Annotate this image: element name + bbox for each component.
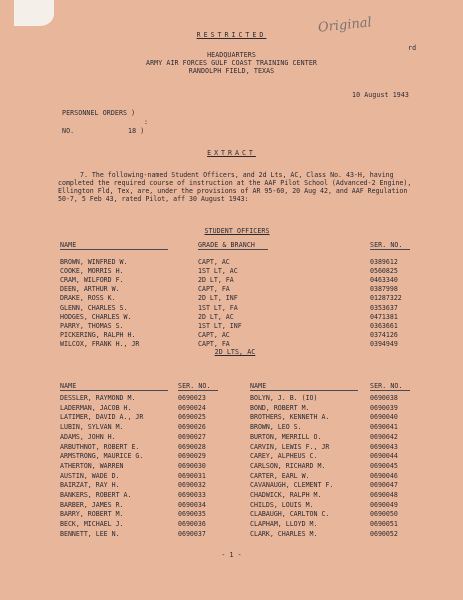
lieutenant-serial: 0690029: [178, 452, 206, 461]
lieutenant-name: BROWN, LEO S.: [250, 423, 302, 432]
lieutenant-name: ARMSTRONG, MAURICE G.: [60, 452, 144, 461]
lieutenant-name: DESSLER, RAYMOND M.: [60, 394, 136, 402]
lieutenant-name: CARVIN, LEWIS F., JR: [250, 442, 330, 451]
torn-corner: [14, 0, 54, 26]
orders-colon: :: [144, 118, 149, 126]
page-number: - 1 -: [221, 551, 242, 559]
officer-name: GLENN, CHARLES S.: [60, 303, 128, 312]
officer-name: DEEN, ARTHUR W.: [60, 285, 120, 294]
classification-heading: RESTRICTED: [196, 31, 267, 39]
list-item: [0, 285, 463, 293]
lieutenant-serial: 0690033: [178, 491, 206, 499]
officer-grade: 2D LT, INF: [198, 294, 238, 303]
headquarters-line: HEADQUARTERS: [207, 51, 256, 59]
lt-name-rule-2: [250, 390, 358, 391]
list-item: [0, 462, 463, 470]
list-item: [0, 491, 463, 499]
orders-number-value: 18 ): [128, 127, 145, 135]
lieutenant-serial: 0690025: [178, 413, 206, 422]
lieutenant-serial: 0690039: [370, 403, 398, 412]
lieutenant-serial: 0690037: [178, 529, 206, 538]
lt-ser-rule-2: [370, 390, 410, 391]
list-item: [0, 501, 463, 509]
officer-grade: 2D LT, AC: [198, 312, 234, 321]
lieutenant-name: BOLYN, J. B. (IO): [250, 394, 318, 402]
list-item: [0, 322, 463, 330]
lieutenant-name: ADAMS, JOHN H.: [60, 432, 116, 441]
lieutenant-serial: 0690043: [370, 442, 398, 451]
lt-header-ser-2: SER. NO.: [370, 382, 403, 390]
lieutenant-serial: 0690046: [370, 471, 398, 480]
command-line: ARMY AIR FORCES GULF COAST TRAINING CENTER: [146, 59, 317, 67]
officer-grade: CAPT, FA: [198, 285, 230, 294]
officer-serial: 0394949: [370, 339, 398, 348]
list-item: [0, 404, 463, 412]
lieutenant-serial: 0690044: [370, 452, 398, 461]
officer-name: CRAM, WILFORD F.: [60, 276, 124, 285]
officer-name: DRAKE, ROSS K.: [60, 294, 116, 303]
lieutenant-serial: 0690023: [178, 394, 206, 402]
lieutenant-serial: 0690028: [178, 442, 206, 451]
lieutenant-serial: 0690045: [370, 461, 398, 470]
list-item: [0, 394, 463, 402]
lieutenant-name: CARLSON, RICHARD M.: [250, 461, 326, 470]
extract-title: EXTRACT: [207, 149, 256, 157]
list-item: [0, 304, 463, 312]
officer-name: BROWN, WINFRED W.: [60, 258, 128, 266]
location-line: RANDOLPH FIELD, TEXAS: [188, 67, 275, 75]
list-item: [0, 481, 463, 489]
officer-name: COOKE, MORRIS H.: [60, 267, 124, 276]
lieutenant-name: CLARK, CHARLES M.: [250, 529, 318, 538]
list-item: [0, 258, 463, 266]
lieutenant-name: CAREY, ALPHEUS C.: [250, 452, 318, 461]
officer-grade: 1ST LT, INF: [198, 321, 242, 330]
lieutenant-name: ATHERTON, WARREN: [60, 461, 124, 470]
lieutenant-name: LUBIN, SYLVAN M.: [60, 423, 124, 432]
officer-grade: 1ST LT, AC: [198, 267, 238, 276]
personnel-orders-label: PERSONNEL ORDERS ): [62, 109, 136, 117]
lieutenant-serial: 0690032: [178, 481, 206, 490]
lt-ser-rule-1: [178, 390, 218, 391]
lieutenant-name: CHILDS, LOUIS M.: [250, 500, 314, 509]
lieutenant-serial: 0690050: [370, 510, 398, 519]
lieutenant-serial: 0690027: [178, 432, 206, 441]
student-officers-title: STUDENT OFFICERS: [204, 227, 270, 235]
so-header-grade: GRADE & BRANCH: [198, 241, 255, 249]
so-name-rule: [60, 249, 168, 250]
officer-grade: CAPT, FA: [198, 339, 230, 348]
lieutenant-name: CHADWICK, RALPH M.: [250, 491, 322, 499]
officer-grade: CAPT, AC: [198, 330, 230, 339]
lt-header-ser-1: SER. NO.: [178, 382, 211, 390]
lieutenant-serial: 0690030: [178, 461, 206, 470]
officer-serial: 01287322: [370, 294, 402, 303]
lieutenant-serial: 0690031: [178, 471, 206, 480]
lieutenant-name: CLAPHAM, LLOYD M.: [250, 520, 318, 529]
list-item: [0, 452, 463, 460]
lieutenant-name: BECK, MICHAEL J.: [60, 520, 124, 529]
lieutenant-serial: 0690048: [370, 491, 398, 499]
officer-serial: 0387998: [370, 285, 398, 294]
list-item: [0, 313, 463, 321]
list-item: [0, 510, 463, 518]
lieutenant-name: LATIMER, DAVID A., JR: [60, 413, 144, 422]
lt-name-rule-1: [60, 390, 168, 391]
lieutenant-name: CLABAUGH, CARLTON C.: [250, 510, 330, 519]
officer-serial: 0389612: [370, 258, 398, 266]
officer-name: HODGES, CHARLES W.: [60, 312, 132, 321]
officer-name: PARRY, THOMAS S.: [60, 321, 124, 330]
lieutenant-serial: 0690051: [370, 520, 398, 529]
lieutenant-name: BROTHERS, KENNETH A.: [250, 413, 330, 422]
officer-grade: 1ST LT, FA: [198, 303, 238, 312]
lieutenant-name: BENNETT, LEE N.: [60, 529, 120, 538]
officer-serial: 0363661: [370, 321, 398, 330]
list-item: [0, 530, 463, 538]
list-item: [0, 331, 463, 339]
lieutenant-serial: 0690040: [370, 413, 398, 422]
so-header-ser: SER. NO.: [370, 241, 403, 249]
order-paragraph: 7. The following-named Student Officers, and 2d Lts, AC, Class No. 43-H, having completed the required course of instruction at the AAF Pilot School (Advanced-2 Engine), Ellington Fld, Tex, are, under the provisions of AR 95-60, 20 Aug 42, and AAF Regulation 50-7, 5 Feb 43, rated Pilot, aff 30 August 1943:: [58, 171, 412, 203]
lieutenant-name: BARRY, ROBERT M.: [60, 510, 124, 519]
officer-grade: 2D LT, FA: [198, 276, 234, 285]
officer-grade: CAPT, AC: [198, 258, 230, 266]
officer-name: WILCOX, FRANK H., JR: [60, 339, 140, 348]
orders-number-label: NO.: [62, 127, 75, 135]
rd-mark: rd: [408, 44, 417, 52]
lieutenant-name: LADERMAN, JACOB H.: [60, 403, 132, 412]
lieutenant-name: BARBER, JAMES R.: [60, 500, 124, 509]
list-item: [0, 413, 463, 421]
officer-name: PICKERING, RALPH H.: [60, 330, 136, 339]
lieutenant-name: BURTON, MERRILL O.: [250, 432, 322, 441]
lieutenant-serial: 0690038: [370, 394, 398, 402]
lieutenant-serial: 0690042: [370, 432, 398, 441]
list-item: [0, 472, 463, 480]
second-lts-title: 2D LTS, AC: [214, 348, 256, 356]
lieutenant-serial: 0690047: [370, 481, 398, 490]
so-ser-rule: [370, 249, 410, 250]
lieutenant-name: CARTER, EARL W.: [250, 471, 310, 480]
list-item: [0, 443, 463, 451]
list-item: [0, 340, 463, 348]
lieutenant-serial: 0690024: [178, 403, 206, 412]
lieutenant-name: BAIRZAT, RAY H.: [60, 481, 120, 490]
lieutenant-name: ARBUTHNOT, ROBERT E.: [60, 442, 140, 451]
original-stamp: Original: [317, 15, 373, 36]
lieutenant-name: CAVANAUGH, CLEMENT F.: [250, 481, 334, 490]
list-item: [0, 294, 463, 302]
lieutenant-serial: 0690034: [178, 500, 206, 509]
list-item: [0, 433, 463, 441]
list-item: [0, 423, 463, 431]
so-grade-rule: [198, 249, 268, 250]
officer-serial: 0374126: [370, 330, 398, 339]
lieutenant-serial: 0690049: [370, 500, 398, 509]
so-header-name: NAME: [60, 241, 77, 249]
lieutenant-name: AUSTIN, WADE D.: [60, 471, 120, 480]
lt-header-name-1: NAME: [60, 382, 77, 390]
officer-serial: 0471381: [370, 312, 398, 321]
lieutenant-name: BOND, ROBERT M.: [250, 403, 310, 412]
order-date: 10 August 1943: [352, 91, 409, 99]
lieutenant-serial: 0690035: [178, 510, 206, 519]
officer-serial: 0560825: [370, 267, 398, 276]
officer-serial: 0353637: [370, 303, 398, 312]
lieutenant-serial: 0690041: [370, 423, 398, 432]
lieutenant-serial: 0690026: [178, 423, 206, 432]
lieutenant-serial: 0690036: [178, 520, 206, 529]
list-item: [0, 520, 463, 528]
lieutenant-serial: 0690052: [370, 529, 398, 538]
lieutenant-name: BANKERS, ROBERT A.: [60, 491, 132, 499]
officer-serial: 0463340: [370, 276, 398, 285]
list-item: [0, 267, 463, 275]
lt-header-name-2: NAME: [250, 382, 267, 390]
list-item: [0, 276, 463, 284]
